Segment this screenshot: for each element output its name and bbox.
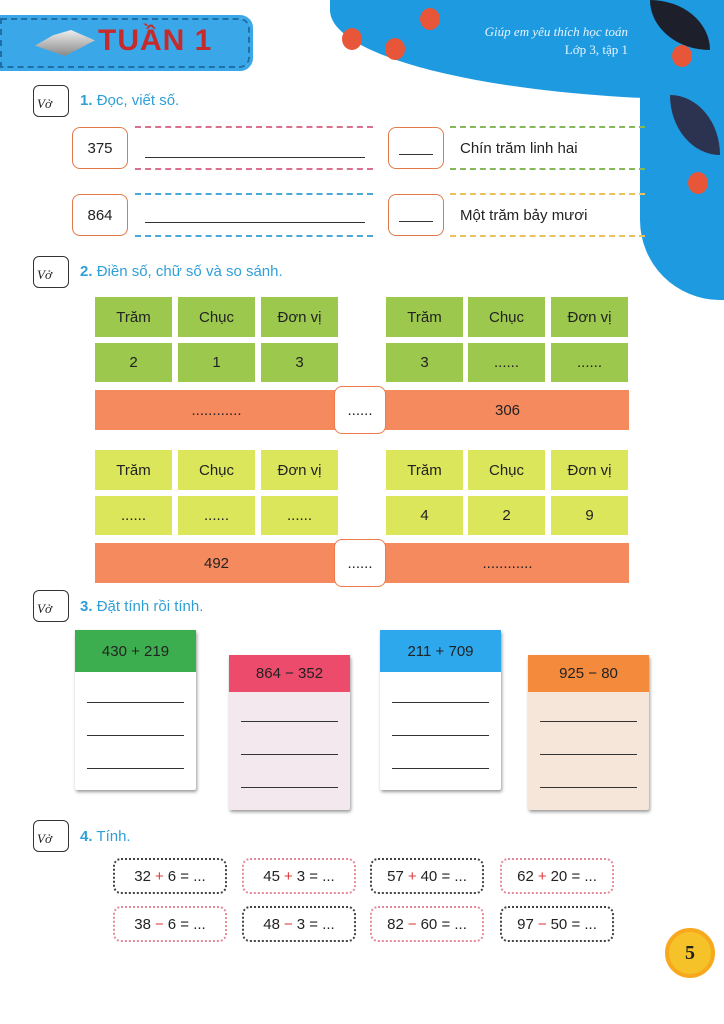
answer-line[interactable] — [540, 754, 637, 755]
left-number[interactable]: ............ — [191, 401, 242, 419]
operand: 60 — [420, 915, 438, 933]
digit-cell: 9 — [551, 496, 628, 535]
digit-blank[interactable]: ...... — [261, 496, 338, 535]
operator: + — [537, 867, 547, 885]
operand: 40 — [420, 867, 438, 885]
column-header: Chục — [468, 450, 545, 490]
berry-decoration — [420, 8, 440, 30]
number-words: Một trăm bảy mươi — [460, 207, 588, 224]
digit-blank[interactable]: ...... — [178, 496, 255, 535]
column-header: Chục — [178, 450, 255, 490]
column-header: Trăm — [386, 297, 463, 337]
compare-box[interactable]: ...... — [334, 539, 386, 587]
equals-blank[interactable]: = ... — [309, 867, 335, 885]
answer-box[interactable] — [388, 194, 444, 236]
right-number: 306 — [494, 401, 521, 419]
equals-blank[interactable]: = ... — [180, 915, 206, 933]
berry-decoration — [385, 38, 405, 60]
digit-cell: 3 — [261, 343, 338, 382]
calculation-box[interactable] — [500, 906, 614, 942]
digit-cell: 2 — [95, 343, 172, 382]
calculation-expression: 864 − 352 — [229, 655, 350, 692]
exercise-1-heading: 1. Đọc, viết số. — [80, 92, 180, 109]
calculation-card — [380, 630, 501, 790]
column-header: Trăm — [95, 297, 172, 337]
digit-blank[interactable]: ...... — [551, 343, 628, 382]
equals-blank[interactable]: = ... — [180, 867, 206, 885]
calculation-box[interactable] — [370, 906, 484, 942]
calculation-expression: 430 + 219 — [75, 630, 196, 672]
operator: + — [154, 867, 164, 885]
equals-blank[interactable]: = ... — [571, 915, 597, 933]
operand: 50 — [550, 915, 568, 933]
operand: 6 — [167, 867, 177, 885]
write-area — [135, 193, 373, 237]
column-header: Đơn vị — [551, 297, 628, 337]
calculation-card — [229, 655, 350, 810]
notebook-pencil-icon: Vở — [33, 256, 69, 288]
operator: + — [283, 867, 293, 885]
calculation-box[interactable] — [242, 858, 356, 894]
notebook-pencil-icon: Vở — [33, 590, 69, 622]
operand: 3 — [296, 915, 306, 933]
exercise-3-heading: 3. Đặt tính rồi tính. — [80, 598, 204, 615]
left-number: 492 — [203, 554, 230, 572]
week-title: TUẦN 1 — [98, 24, 213, 57]
calculation-expression: 925 − 80 — [528, 655, 649, 692]
column-header: Trăm — [95, 450, 172, 490]
answer-line[interactable] — [540, 787, 637, 788]
answer-line[interactable] — [241, 787, 338, 788]
number-box: 375 — [72, 127, 128, 169]
series-title: Giúp em yêu thích học toán — [484, 24, 628, 39]
operand: 20 — [550, 867, 568, 885]
calculation-box[interactable] — [370, 858, 484, 894]
operator: − — [283, 915, 293, 933]
calculation-box[interactable] — [500, 858, 614, 894]
answer-line[interactable] — [87, 768, 184, 769]
calculation-card — [528, 655, 649, 810]
digit-cell: 3 — [386, 343, 463, 382]
answer-line[interactable] — [392, 735, 489, 736]
calculation-card — [75, 630, 196, 790]
answer-line[interactable] — [87, 702, 184, 703]
page-number: 5 — [665, 928, 715, 978]
notebook-pencil-icon: Vở — [33, 820, 69, 852]
column-header: Trăm — [386, 450, 463, 490]
digit-blank[interactable]: ...... — [468, 343, 545, 382]
column-header: Chục — [178, 297, 255, 337]
right-number[interactable]: ............ — [482, 554, 533, 572]
exercise-2-heading: 2. Điền số, chữ số và so sánh. — [80, 263, 283, 280]
column-header: Đơn vị — [261, 450, 338, 490]
berry-decoration — [342, 28, 362, 50]
operand: 3 — [296, 867, 306, 885]
answer-line[interactable] — [241, 754, 338, 755]
operator: − — [154, 915, 164, 933]
number-box: 864 — [72, 194, 128, 236]
exercise-4-heading: 4. Tính. — [80, 828, 131, 845]
digit-cell: 4 — [386, 496, 463, 535]
operator: − — [407, 915, 417, 933]
operand: 57 — [387, 867, 404, 885]
number-words: Chín trăm linh hai — [460, 140, 578, 157]
notebook-pencil-icon: Vở — [33, 85, 69, 117]
answer-line[interactable] — [540, 721, 637, 722]
calculation-box[interactable] — [113, 906, 227, 942]
operator: − — [537, 915, 547, 933]
answer-line[interactable] — [145, 222, 365, 223]
calculation-box[interactable] — [242, 906, 356, 942]
digit-cell: 1 — [178, 343, 255, 382]
grade-volume: Lớp 3, tập 1 — [564, 42, 628, 57]
operand: 48 — [263, 915, 280, 933]
operand: 45 — [263, 867, 280, 885]
calculation-expression: 211 + 709 — [380, 630, 501, 672]
equals-blank[interactable]: = ... — [441, 867, 467, 885]
digit-blank[interactable]: ...... — [95, 496, 172, 535]
operand: 62 — [517, 867, 534, 885]
answer-line[interactable] — [87, 735, 184, 736]
write-area — [135, 126, 373, 170]
operand: 6 — [167, 915, 177, 933]
operand: 97 — [517, 915, 534, 933]
answer-line[interactable] — [145, 157, 365, 158]
column-header: Đơn vị — [551, 450, 628, 490]
answer-line[interactable] — [392, 702, 489, 703]
answer-box[interactable] — [388, 127, 444, 169]
answer-line[interactable] — [241, 721, 338, 722]
equals-blank[interactable]: = ... — [309, 915, 335, 933]
equals-blank[interactable]: = ... — [571, 867, 597, 885]
operand: 32 — [134, 867, 151, 885]
digit-cell: 2 — [468, 496, 545, 535]
equals-blank[interactable]: = ... — [441, 915, 467, 933]
column-header: Đơn vị — [261, 297, 338, 337]
berry-decoration — [688, 172, 708, 194]
operand: 82 — [387, 915, 404, 933]
column-header: Chục — [468, 297, 545, 337]
answer-line[interactable] — [392, 768, 489, 769]
operator: + — [407, 867, 417, 885]
calculation-box[interactable] — [113, 858, 227, 894]
operand: 38 — [134, 915, 151, 933]
compare-box[interactable]: ...... — [334, 386, 386, 434]
berry-decoration — [672, 45, 692, 67]
